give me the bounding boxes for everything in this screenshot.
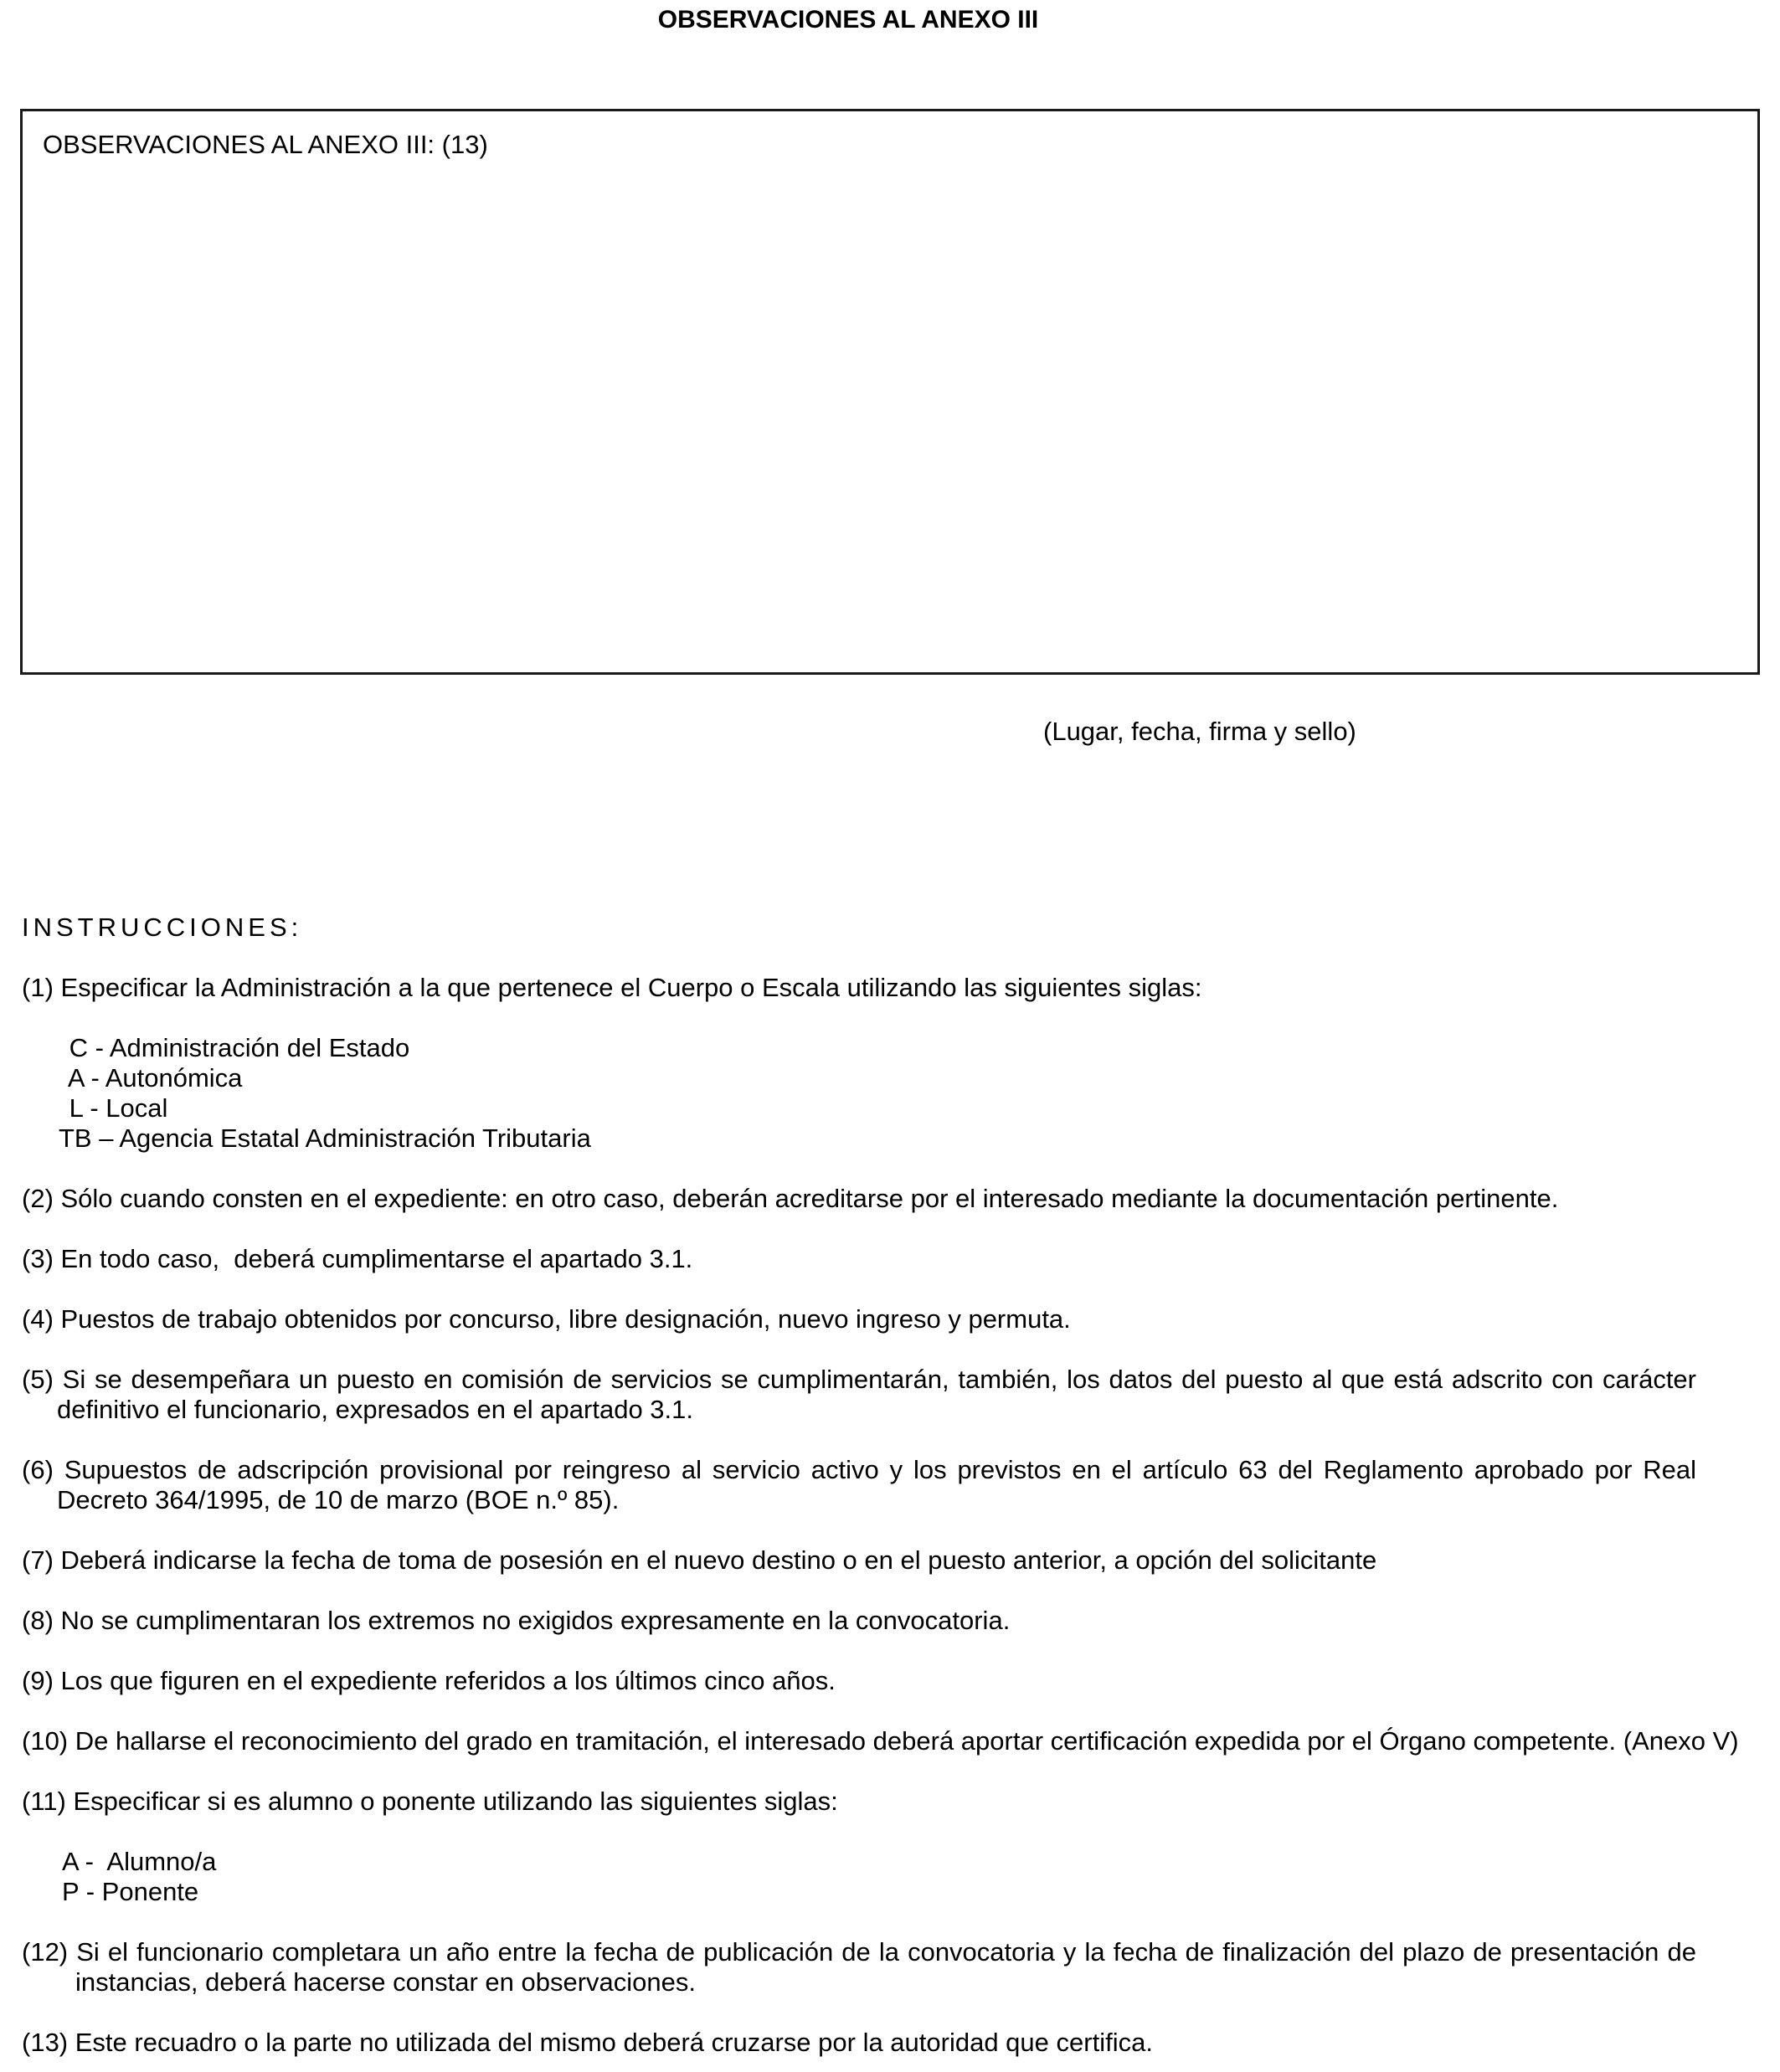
instruction-12-line-2: instancias, deberá hacerse constar en observaciones. xyxy=(75,1967,696,1997)
instruction-6 xyxy=(22,1455,1696,1515)
instruction-10: (10) De hallarse el reconocimiento del grado en tramitación, el interesado deberá aportar certificación expedida por el Órgano competente. (Anexo V) xyxy=(22,1726,1739,1756)
instruction-5-line-1: (5) Si se desempeñara un puesto en comisión de servicios se cumplimentarán, también, los datos del puesto al que está adscrito con carácter xyxy=(22,1365,1696,1394)
instruction-4: (4) Puestos de trabajo obtenidos por concurso, libre designación, nuevo ingreso y permuta. xyxy=(22,1304,1071,1334)
instruction-13: (13) Este recuadro o la parte no utilizada del mismo deberá cruzarse por la autoridad que certifica. xyxy=(22,2028,1153,2057)
sigla-item: A - Autonómica xyxy=(62,1063,243,1093)
sigla-item: P - Ponente xyxy=(62,1877,199,1906)
instruction-7: (7) Deberá indicarse la fecha de toma de posesión en el nuevo destino o en el puesto anterior, a opción del solicitante xyxy=(22,1545,1377,1575)
instruction-5-line-2: definitivo el funcionario, expresados en el apartado 3.1. xyxy=(57,1395,693,1424)
page-title: OBSERVACIONES AL ANEXO III xyxy=(657,6,1039,33)
instruction-1: (1) Especificar la Administración a la que pertenece el Cuerpo o Escala utilizando las siguientes siglas: xyxy=(22,973,1202,1002)
sigla-item: A - Alumno/a xyxy=(62,1847,217,1876)
signature-caption: (Lugar, fecha, firma y sello) xyxy=(1043,717,1356,746)
sigla-item: L - Local xyxy=(62,1093,168,1123)
instruction-6-line-2: Decreto 364/1995, de 10 de marzo (BOE n.º 85). xyxy=(57,1485,620,1514)
instruction-6-line-1: (6) Supuestos de adscripción provisional por reingreso al servicio activo y los previstos en el artículo 63 del Reglamento aprobado por Real xyxy=(22,1455,1696,1484)
instruction-8: (8) No se cumplimentaran los extremos no exigidos expresamente en la convocatoria. xyxy=(22,1606,1011,1635)
sigla-item: C - Administración del Estado xyxy=(62,1033,410,1062)
observations-box[interactable] xyxy=(20,109,1760,675)
instruction-9: (9) Los que figuren en el expediente referidos a los últimos cinco años. xyxy=(22,1666,836,1695)
instruction-3: (3) En todo caso, deberá cumplimentarse el apartado 3.1. xyxy=(22,1244,693,1273)
instructions-heading: INSTRUCCIONES: xyxy=(22,913,303,942)
sigla-item: TB – Agencia Estatal Administración Tributaria xyxy=(59,1123,591,1153)
observations-box-label: OBSERVACIONES AL ANEXO III: (13) xyxy=(43,130,488,159)
instruction-5 xyxy=(22,1365,1696,1425)
instruction-12 xyxy=(22,1937,1696,1997)
instruction-2: (2) Sólo cuando consten en el expediente: en otro caso, deberán acreditarse por el interesado mediante la documentación pertinente. xyxy=(22,1184,1559,1213)
instruction-12-line-1: (12) Si el funcionario completara un año entre la fecha de publicación de la convocatoria y la fecha de finalización del plazo de presentación de xyxy=(22,1937,1696,1967)
instruction-11: (11) Especificar si es alumno o ponente utilizando las siguientes siglas: xyxy=(22,1787,838,1816)
